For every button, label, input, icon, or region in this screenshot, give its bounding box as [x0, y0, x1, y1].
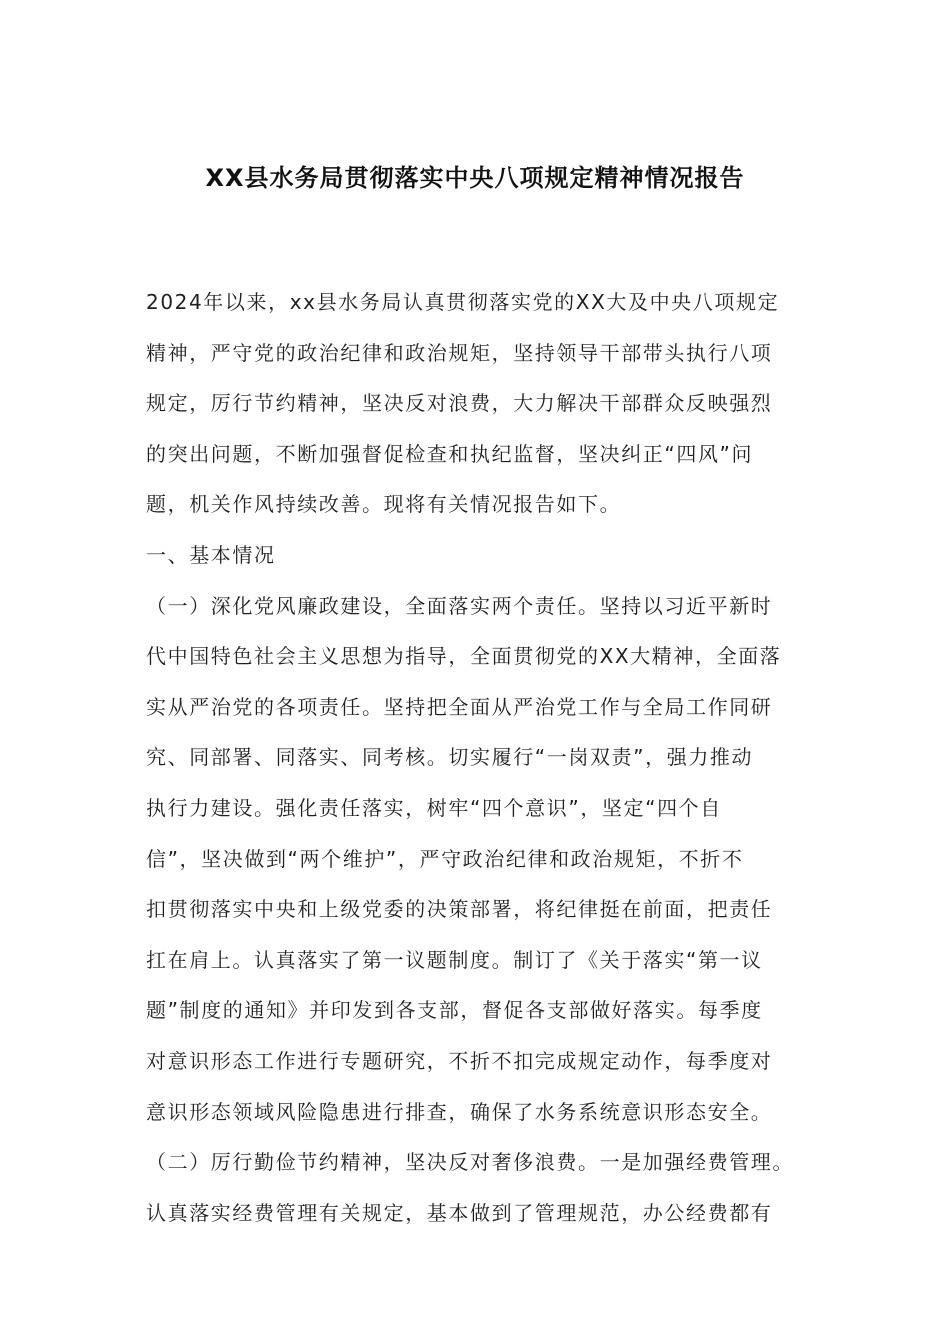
body-line: 规定，厉行节约精神，坚决反对浪费，大力解决干部群众反映强烈 — [146, 391, 773, 416]
document-title: XX县水务局贯彻落实中央八项规定精神情况报告 — [205, 164, 745, 192]
body-line: 扣贯彻落实中央和上级党委的决策部署，将纪律挺在前面，把责任 — [146, 897, 773, 922]
body-line: 题，机关作风持续改善。现将有关情况报告如下。 — [146, 492, 622, 517]
body-line: 认真落实经费管理有关规定，基本做到了管理规范，办公经费都有 — [146, 1200, 773, 1225]
body-line: 2024年以来，xx县水务局认真贯彻落实党的XX大及中央八项规定 — [146, 290, 780, 314]
body-line: 扛在肩上。认真落实了第一议题制度。制订了《关于落实“第一议 — [146, 947, 763, 972]
document-body — [146, 277, 826, 1238]
body-line: 执行力建设。强化责任落实，树牢“四个意识”，坚定“四个自 — [146, 795, 722, 820]
body-line: 意识形态领域风险隐患进行排查，确保了水务系统意识形态安全。 — [146, 1099, 773, 1124]
body-line: 信”，坚决做到“两个维护”，严守政治纪律和政治规矩，不折不 — [146, 846, 744, 871]
body-line: 的突出问题，不断加强督促检查和执纪监督，坚决纠正“四风”问 — [146, 441, 754, 466]
body-line: 实从严治党的各项责任。坚持把全面从严治党工作与全局工作同研 — [146, 694, 773, 719]
body-line: 对意识形态工作进行专题研究，不折不扣完成规定动作，每季度对 — [146, 1048, 773, 1073]
body-line: 代中国特色社会主义思想为指导，全面贯彻党的XX大精神，全面落 — [146, 644, 782, 669]
body-line: 究、同部署、同落实、同考核。切实履行“一岗双责”，强力推动 — [146, 745, 754, 770]
section-heading: 一、基本情况 — [146, 542, 276, 567]
body-line: 题”制度的通知》并印发到各支部，督促各支部做好落实。每季度 — [146, 998, 763, 1023]
body-line: 精神，严守党的政治纪律和政治规矩，坚持领导干部带头执行八项 — [146, 340, 773, 365]
body-line: （二）厉行勤俭节约精神，坚决反对奢侈浪费。一是加强经费管理。 — [146, 1150, 794, 1175]
body-line: （一）深化党风廉政建设，全面落实两个责任。坚持以习近平新时 — [146, 593, 773, 618]
